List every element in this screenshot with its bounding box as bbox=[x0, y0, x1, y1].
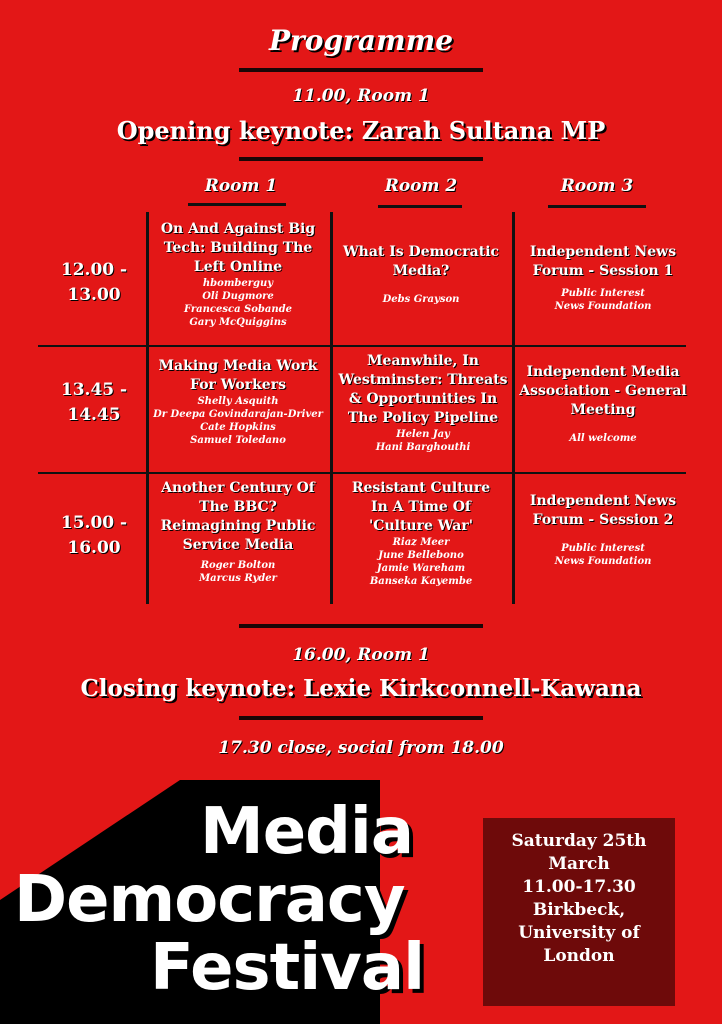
opening-keynote: Opening keynote: Zarah Sultana MP bbox=[116, 116, 606, 145]
session-cell bbox=[152, 357, 324, 447]
event-info-box bbox=[483, 818, 675, 1006]
closing-time: 16.00, Room 1 bbox=[292, 645, 430, 665]
info-line: Birkbeck, bbox=[532, 900, 626, 920]
info-line: Saturday 25th bbox=[511, 831, 647, 851]
speaker: Dr Deepa Govindarajan-Driver bbox=[153, 409, 323, 420]
room-underline bbox=[378, 205, 462, 208]
room-1-header: Room 1 bbox=[204, 176, 278, 196]
grid-line bbox=[146, 212, 149, 604]
room-underline bbox=[548, 205, 646, 208]
session-cell bbox=[518, 492, 688, 568]
festival-title-festival: Festival bbox=[150, 931, 424, 1005]
divider bbox=[239, 68, 483, 72]
slot-time-start: 12.00 - bbox=[60, 260, 128, 280]
festival-title-media: Media bbox=[200, 795, 414, 869]
speaker: Debs Grayson bbox=[382, 294, 460, 305]
speaker: Hani Barghouthi bbox=[375, 442, 471, 453]
session-title: Resistant Culture In A Time Of 'Culture War' bbox=[351, 480, 491, 534]
session-title: On And Against Big Tech: Building The Left Online bbox=[160, 221, 316, 275]
slot-time bbox=[46, 258, 142, 308]
grid-line bbox=[330, 212, 333, 604]
slot-time-start: 13.45 - bbox=[60, 380, 128, 400]
speaker: Oli Dugmore bbox=[202, 291, 274, 302]
speaker: Banseka Kayembe bbox=[369, 576, 473, 587]
session-cell bbox=[152, 220, 324, 329]
speaker: Riaz Meer bbox=[392, 537, 450, 548]
session-title: Independent News Forum - Session 1 bbox=[529, 244, 677, 279]
info-line: 11.00-17.30 bbox=[522, 877, 636, 897]
slot-time-end: 13.00 bbox=[67, 285, 121, 305]
session-cell bbox=[152, 479, 324, 585]
grid-line bbox=[512, 212, 515, 604]
page-title: Programme bbox=[268, 24, 454, 57]
speaker: Shelly Asquith bbox=[197, 396, 279, 407]
info-line: March bbox=[548, 854, 610, 874]
session-title: Another Century Of The BBC? Reimagining Public Service Media bbox=[160, 480, 316, 553]
speaker: Public Interest News Foundation bbox=[554, 288, 652, 312]
session-cell bbox=[518, 243, 688, 313]
session-cell bbox=[518, 363, 688, 445]
info-line: London bbox=[543, 946, 615, 966]
session-cell bbox=[336, 243, 506, 306]
session-title: Independent News Forum - Session 2 bbox=[529, 493, 677, 528]
closing-keynote: Closing keynote: Lexie Kirkconnell-Kawana bbox=[80, 675, 642, 702]
speaker: Helen Jay bbox=[396, 429, 450, 440]
divider bbox=[239, 624, 483, 628]
room-underline bbox=[188, 203, 286, 206]
speaker: Marcus Ryder bbox=[199, 573, 277, 584]
slot-time-end: 14.45 bbox=[67, 405, 121, 425]
session-title: Making Media Work For Workers bbox=[158, 358, 318, 393]
speaker: Roger Bolton bbox=[200, 560, 276, 571]
session-title: Independent Media Association - General Meeting bbox=[519, 364, 687, 418]
speaker: hbomberguy bbox=[202, 278, 274, 289]
divider bbox=[239, 716, 483, 720]
info-line: University of bbox=[518, 923, 640, 943]
slot-time bbox=[46, 511, 142, 561]
room-3-header: Room 3 bbox=[560, 176, 634, 196]
opening-time: 11.00, Room 1 bbox=[292, 86, 430, 106]
divider bbox=[239, 157, 483, 161]
room-2-header: Room 2 bbox=[384, 176, 458, 196]
speaker: Cate Hopkins bbox=[200, 422, 276, 433]
speaker: June Bellebono bbox=[378, 550, 464, 561]
close-note: 17.30 close, social from 18.00 bbox=[218, 738, 504, 758]
slot-time bbox=[46, 378, 142, 428]
session-title: Meanwhile, In Westminster: Threats & Opportunities In The Policy Pipeline bbox=[338, 353, 508, 426]
session-cell bbox=[336, 479, 506, 588]
speaker: Gary McQuiggins bbox=[189, 317, 287, 328]
speaker: All welcome bbox=[569, 433, 637, 444]
slot-time-start: 15.00 - bbox=[60, 513, 128, 533]
slot-time-end: 16.00 bbox=[67, 538, 121, 558]
speaker: Samuel Toledano bbox=[190, 435, 286, 446]
grid-line bbox=[38, 345, 686, 347]
speaker: Francesca Sobande bbox=[183, 304, 293, 315]
festival-title-democracy: Democracy bbox=[14, 863, 405, 937]
session-title: What Is Democratic Media? bbox=[342, 244, 500, 279]
grid-line bbox=[38, 472, 686, 474]
session-cell bbox=[334, 352, 512, 454]
speaker: Public Interest News Foundation bbox=[554, 543, 652, 567]
speaker: Jamie Wareham bbox=[376, 563, 466, 574]
